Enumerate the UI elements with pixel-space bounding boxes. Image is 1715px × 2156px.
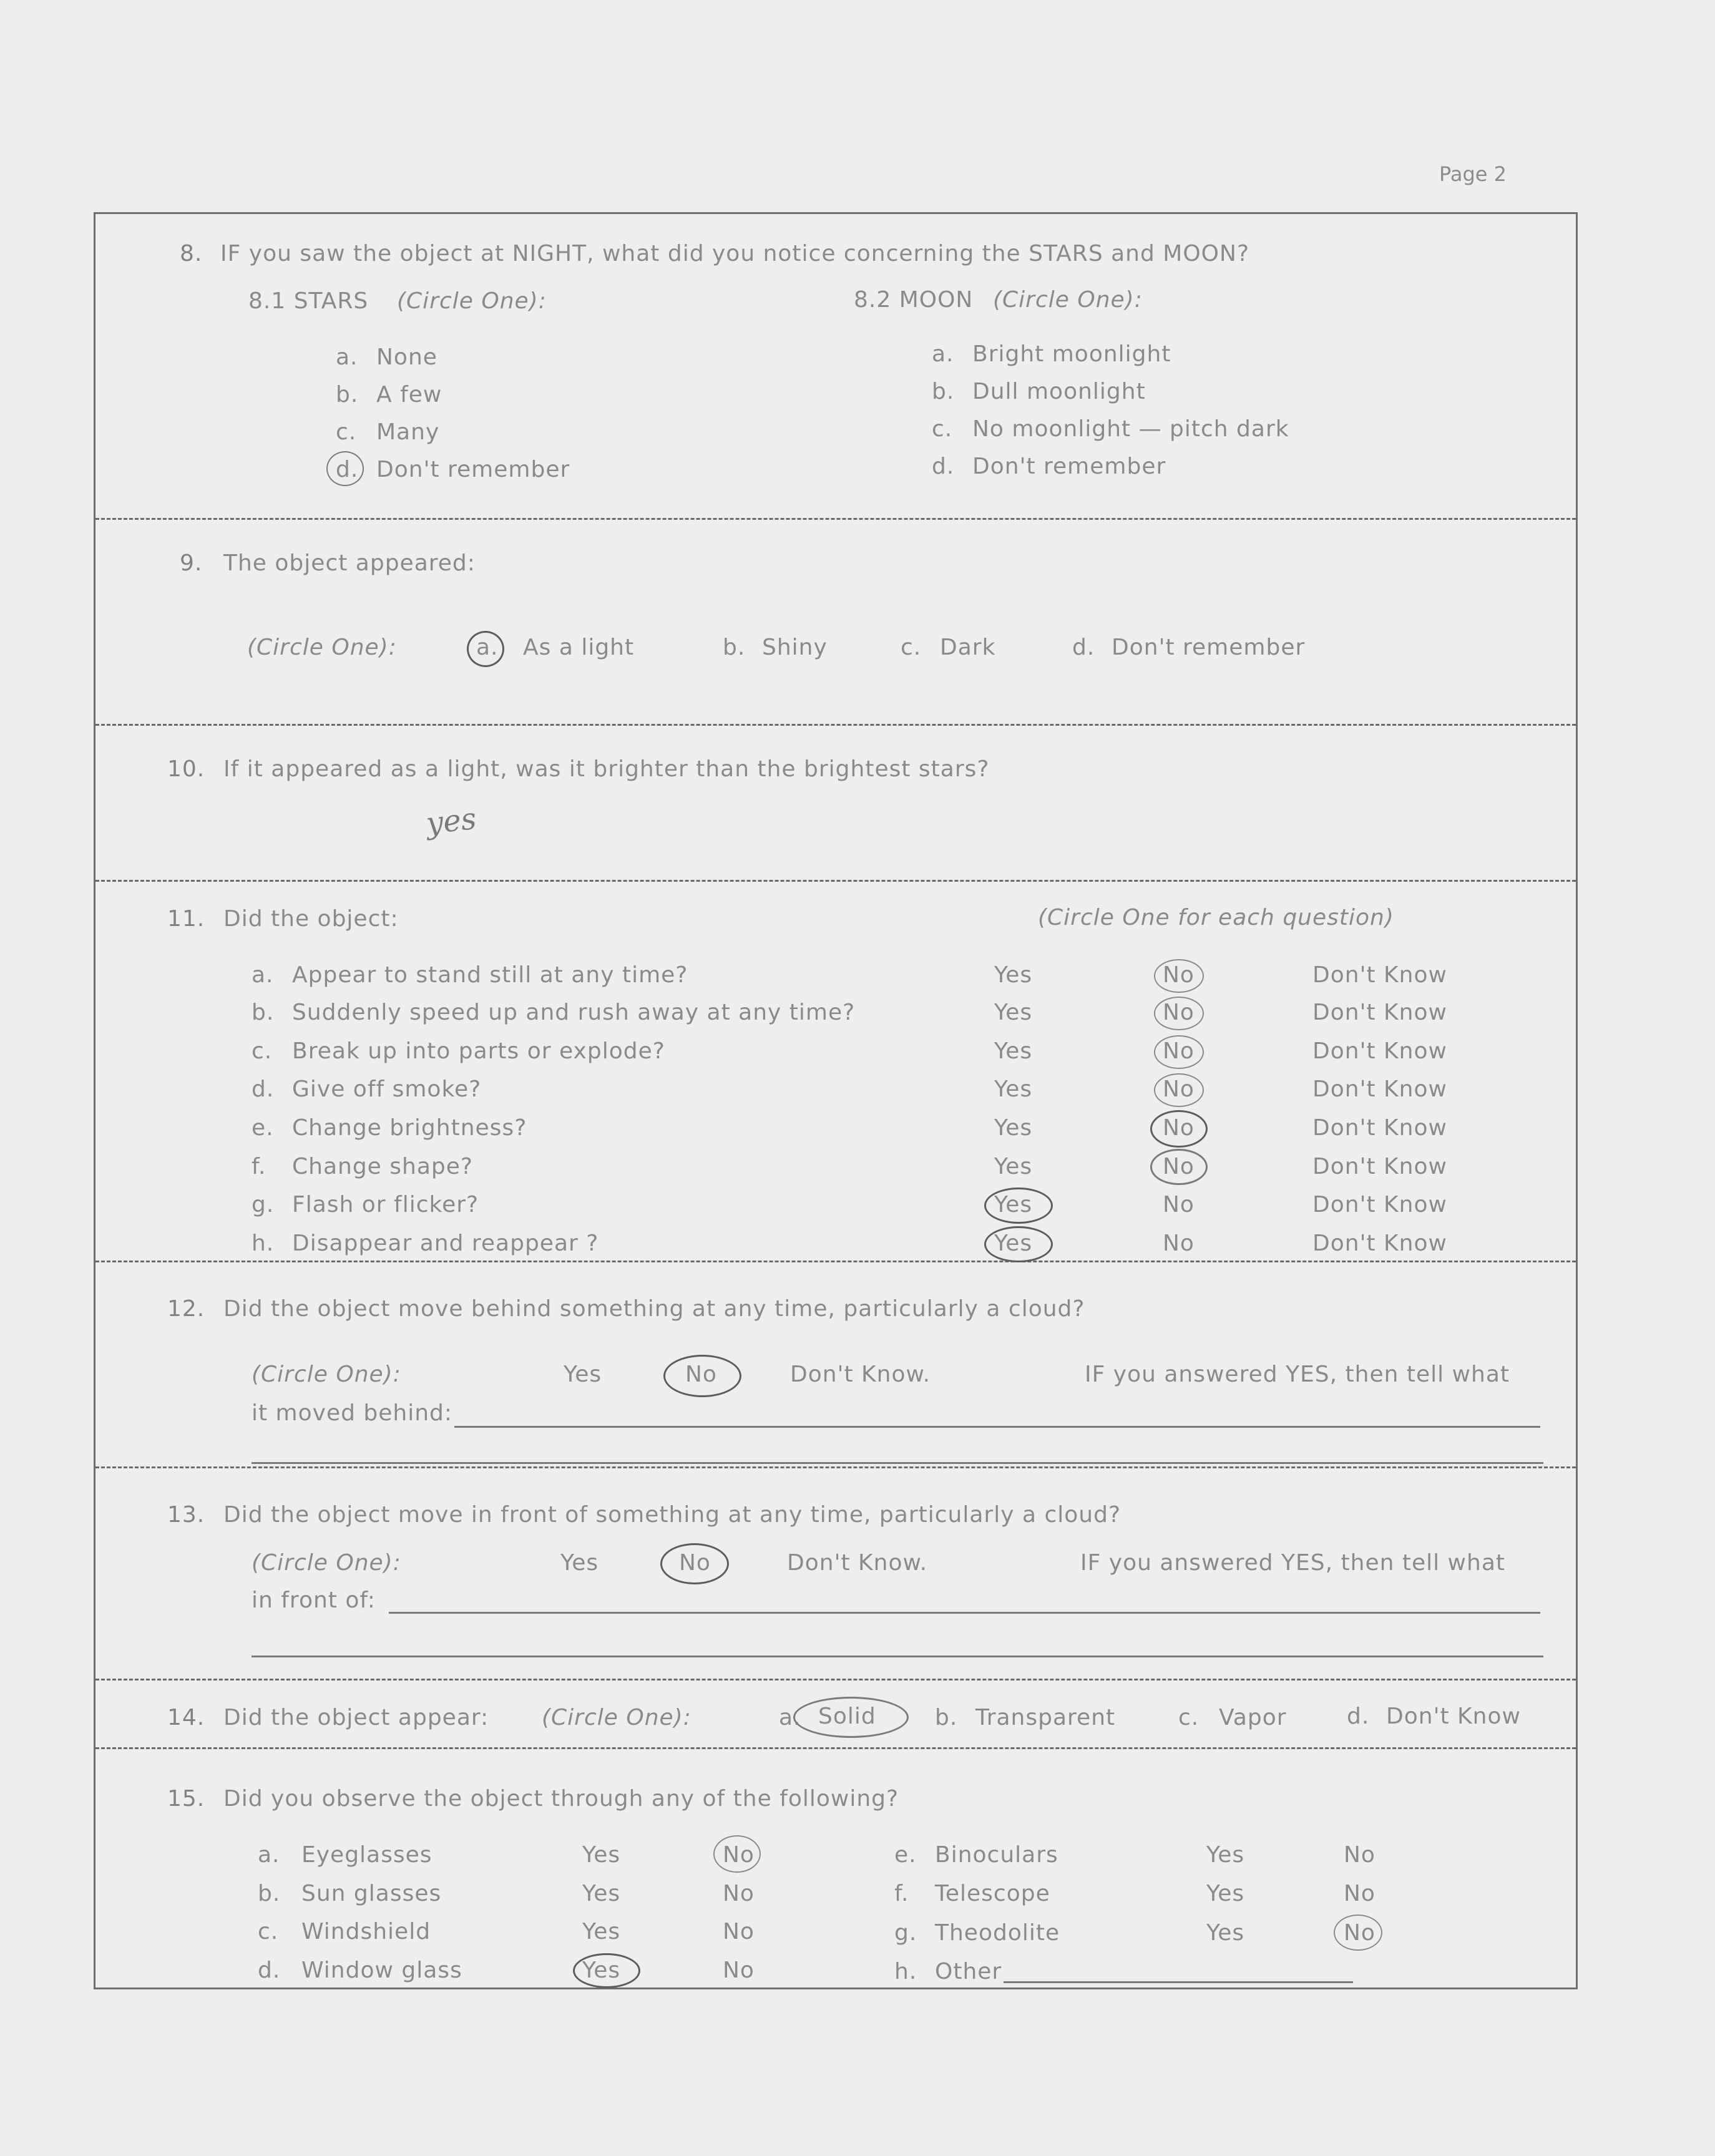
q15-d-yes-circle-mark [573,1953,640,1988]
q14-c-label[interactable]: Vapor [1219,1705,1287,1730]
questionnaire-form [94,212,1578,1989]
question-10-number: 10. [167,756,205,782]
q9-a-letter[interactable]: a. [476,635,499,660]
q11-row-no[interactable]: No [1163,1038,1195,1064]
q15-item-yes[interactable]: Yes [1206,1881,1245,1906]
q15-item-yes[interactable]: Yes [582,1919,621,1944]
question-13-text: Did the object move in front of something at any time, particularly a cloud? [223,1502,1121,1528]
q11-row-dk[interactable]: Don't Know [1312,1231,1447,1256]
question-8-text: IF you saw the object at NIGHT, what did you notice concerning the STARS and MOON? [220,241,1250,266]
stars-d-circle-mark [326,451,364,486]
q13-no-circle-mark [660,1543,729,1584]
q14-a-label[interactable]: Solid [818,1704,876,1729]
q14-d-letter[interactable]: d. [1347,1704,1370,1729]
q15-item-letter: h. [894,1959,917,1984]
q11-row-letter: h. [252,1231,275,1256]
q13-followup-label: in front of: [252,1588,376,1613]
q11-row-dk[interactable]: Don't Know [1312,1076,1447,1102]
q15-item-letter: c. [258,1919,279,1944]
q13-followup: IF you answered YES, then tell what [1080,1550,1505,1576]
moon-a-label[interactable]: Bright moonlight [972,341,1171,367]
stars-d-letter[interactable]: d. [336,457,359,482]
stars-a-label[interactable]: None [376,344,437,370]
q11-row-letter: e. [252,1115,274,1141]
q15-item-label: Telescope [935,1881,1050,1906]
moon-c-label[interactable]: No moonlight — pitch dark [972,416,1289,442]
q11-f-no-circle-mark [1150,1149,1208,1185]
q11-row-letter: a. [252,962,274,988]
q11-row-letter: c. [252,1038,273,1064]
question-8-section [95,214,1576,520]
stars-a-letter[interactable]: a. [336,344,358,370]
q11-row-yes[interactable]: Yes [994,1192,1033,1217]
moon-instruction: (Circle One): [993,287,1143,313]
q15-item-label: Theodolite [935,1920,1060,1946]
q11-row-no[interactable]: No [1163,1192,1195,1217]
q11-row-no[interactable]: No [1163,1076,1195,1102]
q11-row-label: Change shape? [292,1154,474,1179]
q9-b-letter[interactable]: b. [723,635,746,660]
question-14-section [95,1680,1576,1749]
q15-item-no[interactable]: No [723,1919,755,1944]
question-9-number: 9. [180,550,203,576]
q11-row-label: Give off smoke? [292,1076,482,1102]
stars-instruction: (Circle One): [397,288,547,314]
q15-g-no-circle-mark [1334,1915,1382,1951]
question-9-instruction: (Circle One): [247,635,397,660]
q11-row-dk[interactable]: Don't Know [1312,1038,1447,1064]
q11-row-yes[interactable]: Yes [994,962,1033,988]
q12-no[interactable]: No [685,1362,717,1387]
q11-row-label: Flash or flicker? [292,1192,479,1217]
q15-item-label: Windshield [301,1919,431,1944]
q13-answer-line-2[interactable] [252,1656,1543,1657]
q12-followup: IF you answered YES, then tell what [1085,1362,1510,1387]
q15-item-no[interactable]: No [1344,1842,1375,1868]
q12-no-circle-mark [663,1355,741,1397]
question-15-section [95,1749,1576,1991]
q12-yes[interactable]: Yes [564,1362,602,1387]
question-8-number: 8. [180,241,203,266]
q11-row-yes[interactable]: Yes [994,1000,1033,1025]
q15-item-no[interactable]: No [723,1958,755,1983]
page-label: Page 2 [1439,162,1507,186]
q11-row-dk[interactable]: Don't Know [1312,962,1447,988]
question-9-section [95,520,1576,726]
q11-row-no[interactable]: No [1163,1115,1195,1141]
q11-row-no[interactable]: No [1163,1000,1195,1025]
q11-row-no[interactable]: No [1163,1231,1195,1256]
q15-item-label: Binoculars [935,1842,1058,1868]
q13-no[interactable]: No [679,1550,711,1576]
question-15-text: Did you observe the object through any of the following? [223,1786,899,1812]
q11-row-label: Change brightness? [292,1115,527,1141]
q12-instruction: (Circle One): [252,1362,401,1387]
q15-item-label: Eyeglasses [301,1842,432,1868]
moon-d-label[interactable]: Don't remember [972,454,1166,479]
q15-item-label: Sun glasses [301,1881,442,1906]
q9-d-letter[interactable]: d. [1072,635,1095,660]
q11-row-yes[interactable]: Yes [994,1115,1033,1141]
q14-a-circle-mark [793,1697,909,1738]
q11-row-dk[interactable]: Don't Know [1312,1192,1447,1217]
q11-g-yes-circle-mark [984,1188,1053,1224]
q11-row-label: Break up into parts or explode? [292,1038,665,1064]
q11-d-no-circle-mark [1154,1073,1204,1107]
q12-answer-line-1[interactable] [454,1426,1540,1428]
q11-row-no[interactable]: No [1163,962,1195,988]
question-9-text: The object appeared: [223,550,476,576]
q14-instruction: (Circle One): [542,1705,691,1730]
moon-b-label[interactable]: Dull moonlight [972,379,1146,404]
q9-b-label[interactable]: Shiny [762,635,828,660]
q11-row-letter: f. [252,1154,266,1179]
q14-c-letter[interactable]: c. [1178,1705,1200,1730]
q13-yes[interactable]: Yes [560,1550,599,1576]
q11-row-no[interactable]: No [1163,1154,1195,1179]
q9-a-circle-mark [467,631,504,667]
q15-item-letter: b. [258,1881,281,1906]
q11-a-no-circle-mark [1154,959,1204,993]
q15-item-yes[interactable]: Yes [582,1958,621,1983]
question-12-section [95,1262,1576,1468]
q15-other-answer-line[interactable] [1004,1981,1353,1983]
q12-dont-know[interactable]: Don't Know. [790,1362,931,1387]
q12-followup-label: it moved behind: [252,1400,453,1426]
q15-item-letter: f. [894,1881,909,1906]
q15-item-no[interactable]: No [723,1881,755,1906]
question-11-number: 11. [167,906,205,932]
q11-row-letter: b. [252,1000,275,1025]
q11-row-dk[interactable]: Don't Know [1312,1154,1447,1179]
question-10-text: If it appeared as a light, was it brighter than the brightest stars? [223,756,990,782]
question-12-text: Did the object move behind something at any time, particularly a cloud? [223,1296,1085,1322]
q11-row-yes[interactable]: Yes [994,1154,1033,1179]
q9-d-label[interactable]: Don't remember [1112,635,1306,660]
q11-row-letter: d. [252,1076,275,1102]
q15-item-no[interactable]: No [1344,1881,1375,1906]
q13-instruction: (Circle One): [252,1550,401,1576]
stars-b-label[interactable]: A few [376,382,442,407]
q11-row-yes[interactable]: Yes [994,1231,1033,1256]
q11-row-letter: g. [252,1192,275,1217]
stars-d-label[interactable]: Don't remember [376,457,570,482]
question-11-section [95,882,1576,1262]
q9-c-label[interactable]: Dark [940,635,996,660]
q12-answer-line-2[interactable] [252,1462,1543,1464]
q11-h-yes-circle-mark [984,1226,1053,1262]
question-12-number: 12. [167,1296,205,1322]
q11-row-yes[interactable]: Yes [994,1038,1033,1064]
moon-b-letter[interactable]: b. [932,379,955,404]
q15-item-no[interactable]: No [1344,1920,1375,1946]
q15-item-no[interactable]: No [723,1842,755,1868]
q15-a-no-circle-mark [713,1835,761,1873]
q11-row-dk[interactable]: Don't Know [1312,1000,1447,1025]
question-11-instruction: (Circle One for each question) [1038,905,1394,930]
q13-answer-line-1[interactable] [389,1612,1540,1614]
q11-e-no-circle-mark [1150,1110,1208,1148]
q15-item-letter: g. [894,1920,917,1946]
q15-item-label: Other [935,1959,1002,1984]
q14-b-label[interactable]: Transparent [975,1705,1116,1730]
stars-c-label[interactable]: Many [376,419,440,445]
q11-c-no-circle-mark [1154,1035,1204,1069]
q15-item-letter: d. [258,1958,281,1983]
question-14-text: Did the object appear: [223,1705,489,1730]
stars-b-letter[interactable]: b. [336,382,359,407]
q15-item-label: Window glass [301,1958,462,1983]
q14-d-label[interactable]: Don't Know [1386,1704,1521,1729]
moon-a-letter[interactable]: a. [932,341,954,367]
q15-item-yes[interactable]: Yes [582,1881,621,1906]
q11-row-yes[interactable]: Yes [994,1076,1033,1102]
q11-row-label: Suddenly speed up and rush away at any time? [292,1000,856,1025]
question-10-section [95,726,1576,882]
q9-a-label[interactable]: As a light [523,635,635,660]
q15-item-letter: e. [894,1842,917,1868]
moon-heading: 8.2 MOON [854,287,974,313]
question-14-number: 14. [167,1705,205,1730]
q11-row-dk[interactable]: Don't Know [1312,1115,1447,1141]
q10-handwritten-answer: yes [424,801,478,842]
moon-d-letter[interactable]: d. [932,454,955,479]
q13-dont-know[interactable]: Don't Know. [787,1550,928,1576]
question-13-number: 13. [167,1502,205,1528]
question-11-text: Did the object: [223,906,399,932]
q14-a-letter[interactable]: a. [779,1705,801,1730]
stars-c-letter[interactable]: c. [336,419,357,445]
q14-b-letter[interactable]: b. [935,1705,958,1730]
question-13-section [95,1468,1576,1680]
question-15-number: 15. [167,1786,205,1812]
q15-item-yes[interactable]: Yes [1206,1920,1245,1946]
q11-b-no-circle-mark [1154,997,1204,1030]
q11-row-label: Appear to stand still at any time? [292,962,688,988]
q11-row-label: Disappear and reappear ? [292,1231,599,1256]
moon-c-letter[interactable]: c. [932,416,953,442]
q15-item-yes[interactable]: Yes [582,1842,621,1868]
q15-item-yes[interactable]: Yes [1206,1842,1245,1868]
q9-c-letter[interactable]: c. [901,635,922,660]
stars-heading: 8.1 STARS [248,288,369,314]
q15-item-letter: a. [258,1842,280,1868]
